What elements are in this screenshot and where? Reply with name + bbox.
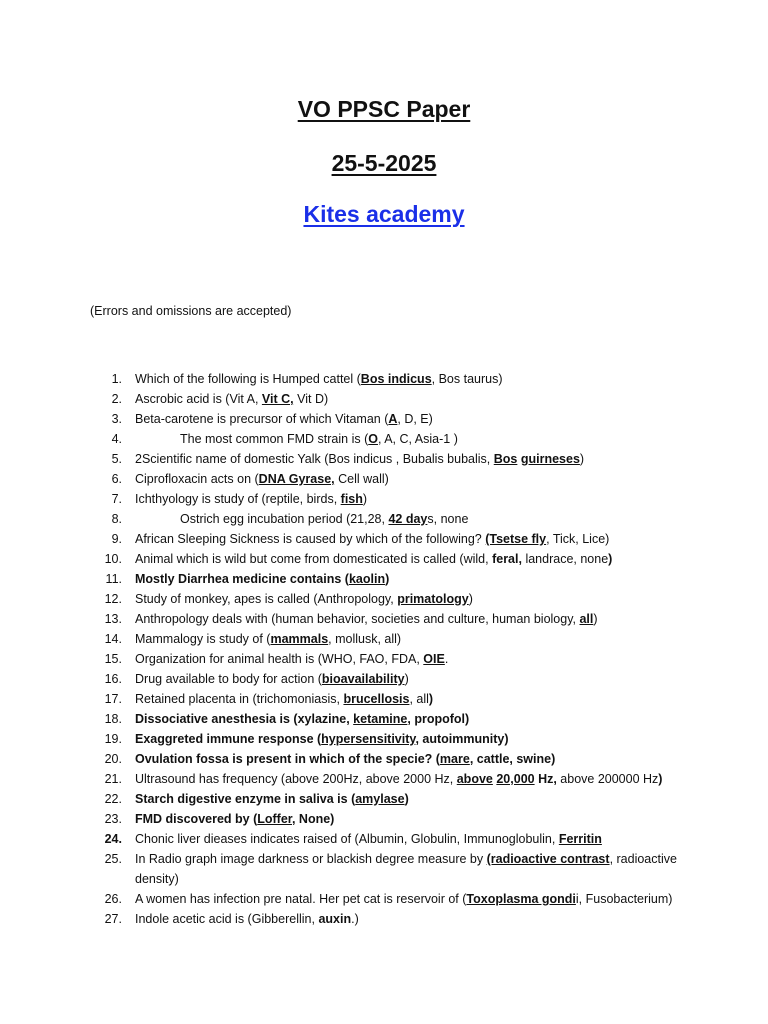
question-fragment: African Sleeping Sickness is caused by which of the following? bbox=[135, 532, 486, 546]
question-number: 8. bbox=[111, 512, 122, 526]
question-fragment: Ichthyology is study of (reptile, birds, bbox=[135, 492, 341, 506]
answer-highlight: Bos indicus bbox=[360, 372, 432, 386]
question-number: 17. bbox=[104, 692, 122, 706]
question-fragment: . bbox=[444, 652, 449, 666]
question-text bbox=[135, 729, 509, 749]
question-number: 24. bbox=[104, 832, 122, 846]
question-number: 11. bbox=[105, 572, 122, 586]
question-fragment: , None) bbox=[291, 812, 335, 826]
question-fragment: FMD discovered by ( bbox=[135, 812, 258, 826]
question-number: 10. bbox=[104, 552, 122, 566]
question-text bbox=[135, 389, 328, 409]
answer-highlight: 42 day bbox=[388, 512, 428, 526]
answer-highlight: 20,000 bbox=[496, 772, 535, 786]
paper-title: VO PPSC Paper bbox=[297, 96, 471, 122]
question-fragment: In Radio graph image darkness or blackish degree measure by bbox=[135, 852, 487, 866]
question-text bbox=[135, 429, 458, 449]
question-fragment: Cell wall) bbox=[334, 472, 389, 486]
question-fragment: , A, C, Asia-1 ) bbox=[377, 432, 458, 446]
question-fragment: Ultrasound has frequency (above 200Hz, above 2000 Hz, bbox=[135, 772, 457, 786]
question-fragment: above 200000 Hz bbox=[556, 772, 659, 786]
question-number: 4. bbox=[111, 432, 122, 446]
question-text bbox=[135, 809, 334, 829]
question-number: 5. bbox=[111, 452, 122, 466]
question-fragment: , all bbox=[409, 692, 429, 706]
question-fragment: Ascrobic acid is (Vit A, bbox=[135, 392, 262, 406]
question-fragment: Ciprofloxacin acts on ( bbox=[135, 472, 259, 486]
question-fragment: 2Scientific name of domestic Yalk (Bos indicus , Bubalis bubalis, bbox=[135, 452, 494, 466]
question-text bbox=[135, 629, 401, 649]
answer-highlight: primatology bbox=[397, 592, 469, 606]
question-fragment: , cattle, swine) bbox=[469, 752, 556, 766]
question-fragment: landrace, none bbox=[521, 552, 609, 566]
question-text bbox=[135, 749, 555, 769]
question-text bbox=[135, 489, 367, 509]
question-fragment: Vit D) bbox=[293, 392, 329, 406]
question-fragment: The most common FMD strain is ( bbox=[180, 432, 369, 446]
question-text bbox=[135, 449, 584, 469]
answer-highlight: Bos bbox=[493, 452, 518, 466]
question-fragment: .) bbox=[351, 912, 359, 926]
question-text bbox=[135, 849, 680, 889]
question-text bbox=[135, 649, 448, 669]
paper-date: 25-5-2025 bbox=[331, 150, 437, 176]
answer-highlight: ketamine bbox=[353, 712, 408, 726]
question-fragment: Beta-carotene is precursor of which Vitaman ( bbox=[135, 412, 389, 426]
answer-highlight: hypersensitivity bbox=[321, 732, 416, 746]
question-fragment: A women has infection pre natal. Her pet cat is reservoir of ( bbox=[135, 892, 467, 906]
question-fragment: Chonic liver dieases indicates raised of (Albumin, Globulin, Immunoglobulin, bbox=[135, 832, 559, 846]
question-number: 1. bbox=[111, 372, 122, 386]
question-fragment: , Bos taurus) bbox=[431, 372, 503, 386]
question-text bbox=[135, 549, 612, 569]
answer-highlight: mammals bbox=[270, 632, 329, 646]
question-number: 27. bbox=[104, 912, 122, 926]
question-text bbox=[135, 589, 473, 609]
question-fragment: , autoimmunity) bbox=[415, 732, 509, 746]
question-fragment: ) bbox=[608, 552, 613, 566]
question-number: 18. bbox=[104, 712, 122, 726]
disclaimer-note: (Errors and omissions are accepted) bbox=[90, 304, 292, 318]
answer-highlight: bioavailability bbox=[321, 672, 405, 686]
question-fragment: i, Fusobacterium) bbox=[575, 892, 673, 906]
question-text bbox=[135, 669, 409, 689]
answer-highlight: kaolin bbox=[348, 572, 386, 586]
question-fragment: Study of monkey, apes is called (Anthropology, bbox=[135, 592, 398, 606]
question-number: 20. bbox=[104, 752, 122, 766]
answer-highlight: mare bbox=[439, 752, 470, 766]
answer-highlight: brucellosis bbox=[343, 692, 410, 706]
question-number: 23. bbox=[104, 812, 122, 826]
question-fragment: ) bbox=[658, 772, 663, 786]
question-text bbox=[135, 529, 609, 549]
question-number: 12. bbox=[104, 592, 122, 606]
question-fragment: Hz, bbox=[534, 772, 557, 786]
question-text bbox=[135, 569, 389, 589]
question-number: 21. bbox=[104, 772, 122, 786]
answer-highlight: A bbox=[388, 412, 398, 426]
question-fragment: , Tick, Lice) bbox=[546, 532, 610, 546]
question-text bbox=[135, 829, 602, 849]
question-fragment: Organization for animal health is (WHO, FAO, FDA, bbox=[135, 652, 424, 666]
question-fragment: ) bbox=[404, 792, 409, 806]
question-number: 26. bbox=[104, 892, 122, 906]
question-fragment: , mollusk, all) bbox=[328, 632, 402, 646]
question-text bbox=[135, 709, 469, 729]
answer-highlight: fish bbox=[340, 492, 363, 506]
question-fragment: Which of the following is Humped cattel ( bbox=[135, 372, 361, 386]
question-number: 2. bbox=[111, 392, 122, 406]
question-fragment: Drug available to body for action ( bbox=[135, 672, 322, 686]
question-fragment: Animal which is wild but come from domesticated is called (wild, bbox=[135, 552, 493, 566]
question-fragment: Starch digestive enzyme in saliva is ( bbox=[135, 792, 356, 806]
answer-highlight: Ferritin bbox=[558, 832, 602, 846]
question-number: 22. bbox=[104, 792, 122, 806]
answer-highlight: amylase bbox=[355, 792, 405, 806]
question-number: 16. bbox=[104, 672, 122, 686]
question-fragment: Exaggreted immune response ( bbox=[135, 732, 322, 746]
answer-highlight: DNA Gyrase, bbox=[258, 472, 335, 486]
question-text bbox=[135, 469, 389, 489]
question-fragment: ) bbox=[385, 572, 390, 586]
question-fragment: ) bbox=[404, 672, 409, 686]
question-number: 7. bbox=[111, 492, 122, 506]
answer-highlight: Loffer bbox=[257, 812, 292, 826]
question-fragment: ) bbox=[593, 612, 598, 626]
question-text bbox=[135, 889, 672, 909]
question-number: 14. bbox=[104, 632, 122, 646]
question-fragment: auxin bbox=[318, 912, 352, 926]
question-fragment: Anthropology deals with (human behavior, societies and culture, human biology, bbox=[135, 612, 580, 626]
question-text bbox=[135, 909, 359, 929]
answer-highlight: OIE bbox=[423, 652, 445, 666]
answer-highlight: guirneses bbox=[520, 452, 580, 466]
question-fragment: Ostrich egg incubation period (21,28, bbox=[180, 512, 389, 526]
question-number: 25. bbox=[104, 852, 122, 866]
question-fragment: Mostly Diarrhea medicine contains ( bbox=[135, 572, 349, 586]
question-fragment: feral, bbox=[492, 552, 522, 566]
question-text bbox=[135, 509, 468, 529]
question-fragment: Ovulation fossa is present in which of the specie? ( bbox=[135, 752, 440, 766]
question-number: 9. bbox=[111, 532, 122, 546]
question-fragment: ) bbox=[428, 692, 434, 706]
question-text bbox=[135, 369, 503, 389]
question-fragment: Mammalogy is study of ( bbox=[135, 632, 271, 646]
answer-highlight: (radioactive contrast bbox=[486, 852, 610, 866]
question-fragment: ) bbox=[362, 492, 368, 506]
answer-highlight: above bbox=[456, 772, 493, 786]
question-fragment: , propofol) bbox=[407, 712, 470, 726]
question-fragment: Retained placenta in (trichomoniasis, bbox=[135, 692, 344, 706]
question-number: 19. bbox=[104, 732, 122, 746]
question-fragment: Dissociative anesthesia is (xylazine, bbox=[135, 712, 354, 726]
answer-highlight: all bbox=[579, 612, 594, 626]
question-number: 6. bbox=[111, 472, 122, 486]
question-text bbox=[135, 409, 433, 429]
question-text bbox=[135, 769, 662, 789]
answer-highlight: (Tsetse fly bbox=[485, 532, 547, 546]
question-fragment: , D, E) bbox=[397, 412, 433, 426]
question-fragment: s, none bbox=[427, 512, 469, 526]
answer-highlight: O bbox=[368, 432, 378, 446]
question-fragment: , radioactive density) bbox=[135, 852, 677, 886]
question-number: 3. bbox=[111, 412, 122, 426]
question-text bbox=[135, 609, 598, 629]
question-fragment: ) bbox=[468, 592, 473, 606]
answer-highlight: Vit C, bbox=[261, 392, 294, 406]
question-text bbox=[135, 789, 409, 809]
question-fragment: ) bbox=[579, 452, 585, 466]
question-text bbox=[135, 689, 433, 709]
answer-highlight: Toxoplasma gondi bbox=[466, 892, 576, 906]
question-number: 13. bbox=[104, 612, 122, 626]
academy-link[interactable]: Kites academy bbox=[303, 201, 465, 227]
question-number: 15. bbox=[104, 652, 122, 666]
question-fragment: Indole acetic acid is (Gibberellin, bbox=[135, 912, 319, 926]
